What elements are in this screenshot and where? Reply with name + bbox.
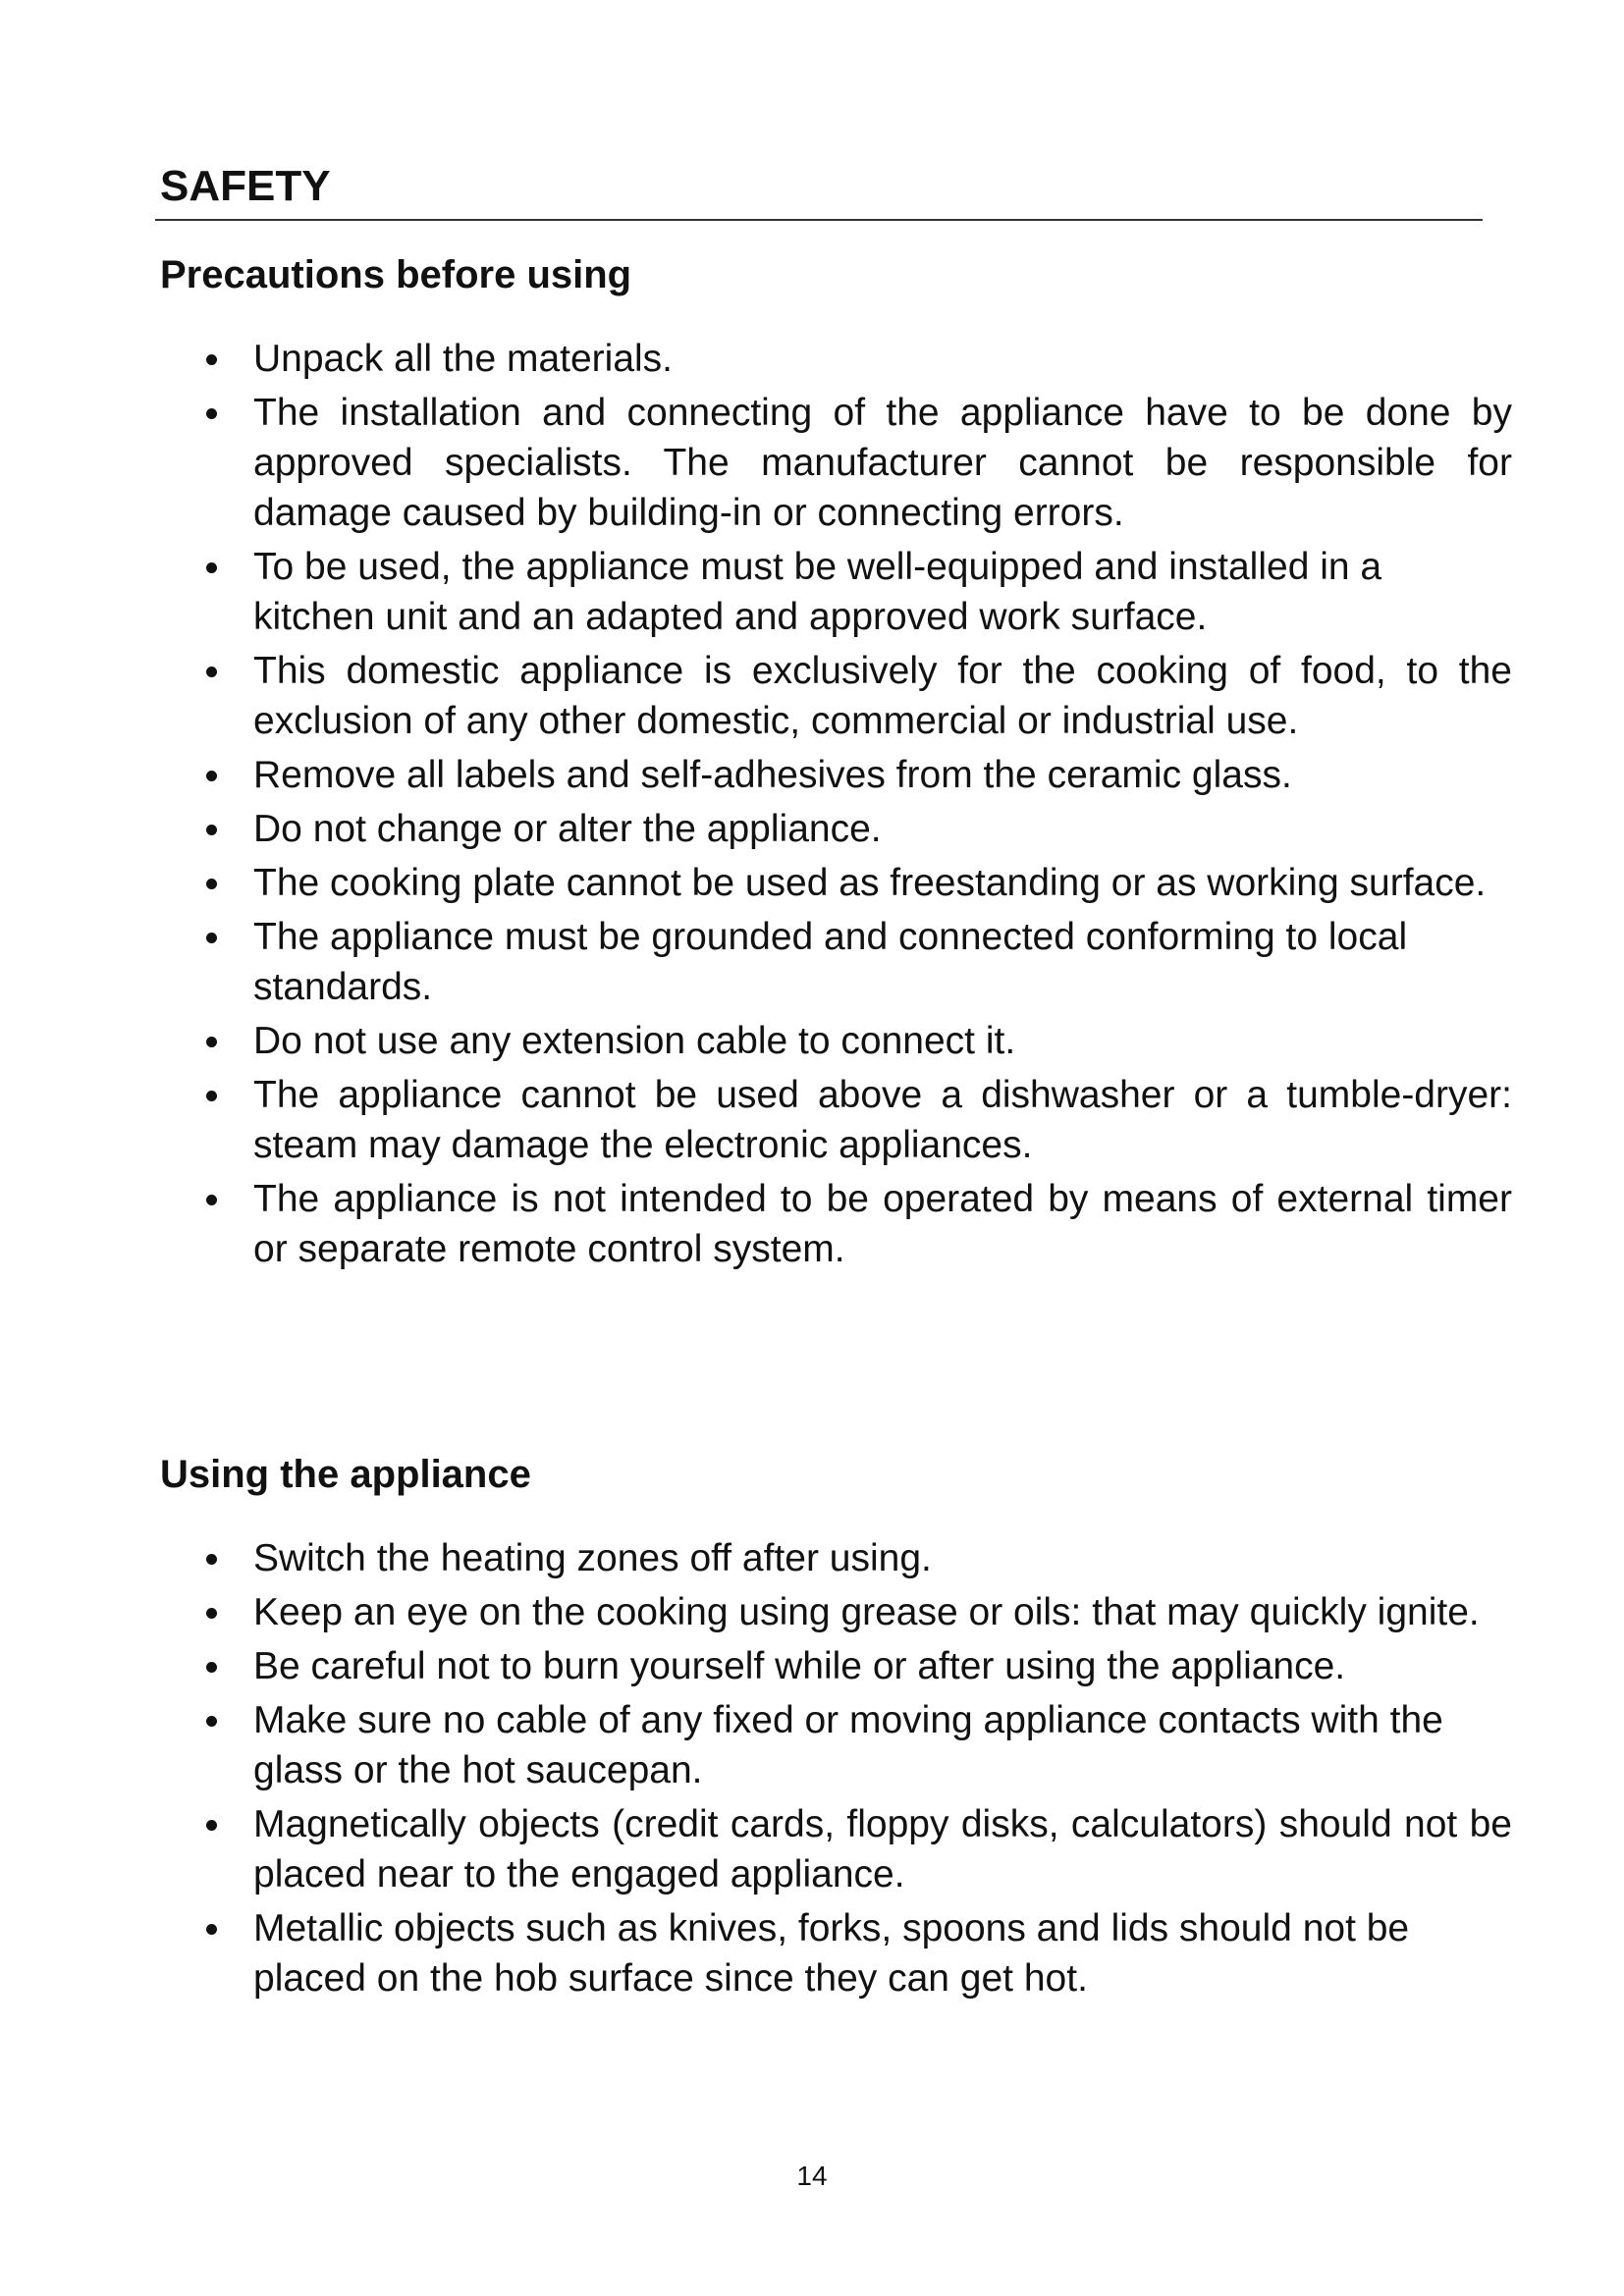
list-item: Remove all labels and self-adhesives from the ceramic glass. (206, 750, 1512, 800)
bullet-icon (206, 562, 217, 573)
bullet-icon (206, 1037, 217, 1047)
section-heading-using: Using the appliance (160, 1453, 531, 1496)
page-title: SAFETY (160, 162, 331, 210)
bullet-icon (206, 825, 217, 835)
section-heading-precautions: Precautions before using (160, 253, 632, 296)
list-item: Keep an eye on the cooking using grease or oils: that may quickly ignite. (206, 1587, 1512, 1637)
bullet-icon (206, 1820, 217, 1831)
bullet-icon (206, 1554, 217, 1565)
bullet-icon (206, 1091, 217, 1101)
page-number: 14 (796, 2161, 828, 2191)
list-item: This domestic appliance is exclusively for the cooking of food, to the exclusion of any other domestic, commercial or industrial use. (206, 646, 1512, 746)
title-divider (155, 219, 1483, 221)
list-item: Magnetically objects (credit cards, floppy disks, calculators) should not be placed near to the engaged appliance. (206, 1799, 1512, 1899)
bullet-icon (206, 1716, 217, 1727)
list-item: Be careful not to burn yourself while or after using the appliance. (206, 1641, 1512, 1691)
bullet-icon (206, 1195, 217, 1205)
list-item: Switch the heating zones off after using. (206, 1533, 1512, 1583)
list-item: Make sure no cable of any fixed or moving appliance contacts with the glass or the hot saucepan. (206, 1695, 1512, 1795)
bullet-icon (206, 667, 217, 677)
list-item: Unpack all the materials. (206, 334, 1512, 384)
list-item: Do not change or alter the appliance. (206, 804, 1512, 854)
list-item: Do not use any extension cable to connect it. (206, 1016, 1512, 1066)
list-item: The cooking plate cannot be used as freestanding or as working surface. (206, 858, 1512, 908)
list-item: The installation and connecting of the appliance have to be done by approved specialists. The manufacturer cannot be responsible for damage caused by building-in or connecting errors. (206, 388, 1512, 538)
bullet-icon (206, 1608, 217, 1619)
bullet-icon (206, 354, 217, 365)
list-item: To be used, the appliance must be well-equipped and installed in a kitchen unit and an adapted and approved work surface. (206, 542, 1512, 642)
bullet-icon (206, 933, 217, 943)
bullet-icon (206, 1924, 217, 1935)
bullet-icon (206, 1662, 217, 1673)
precautions-list (206, 334, 1512, 1278)
bullet-icon (206, 879, 217, 889)
list-item: The appliance cannot be used above a dishwasher or a tumble-dryer: steam may damage the electronic appliances. (206, 1070, 1512, 1170)
bullet-icon (206, 771, 217, 781)
list-item: Metallic objects such as knives, forks, spoons and lids should not be placed on the hob surface since they can get hot. (206, 1903, 1512, 2003)
bullet-icon (206, 408, 217, 419)
using-list (206, 1533, 1512, 2007)
list-item: The appliance is not intended to be operated by means of external timer or separate remote control system. (206, 1174, 1512, 1274)
list-item: The appliance must be grounded and connected conforming to local standards. (206, 912, 1512, 1012)
